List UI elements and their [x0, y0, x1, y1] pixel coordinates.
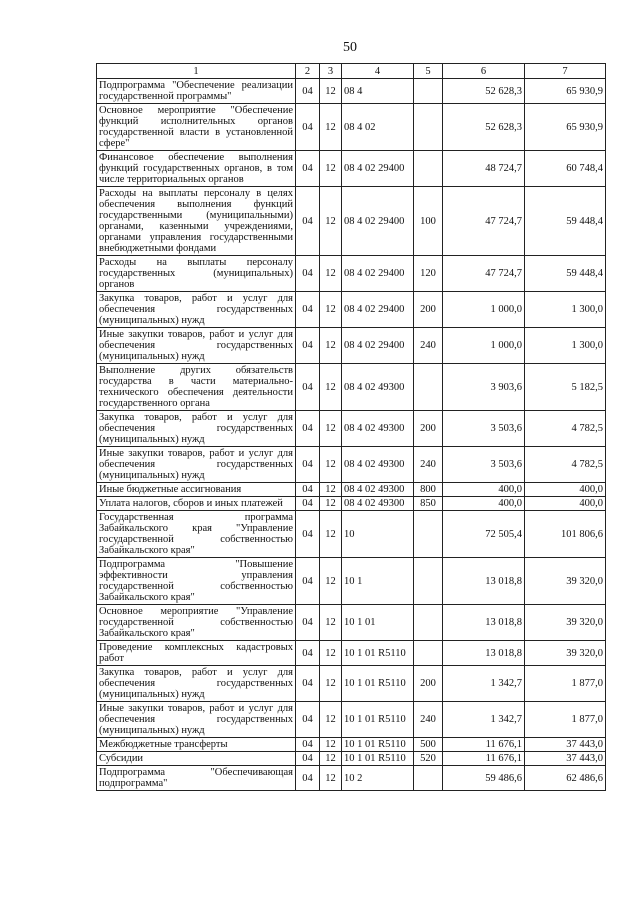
cell-amount-col7: 1 877,0: [525, 702, 606, 738]
cell-amount-col6: 13 018,8: [443, 641, 525, 666]
column-header: 2: [296, 64, 320, 79]
cell-target-code: 10 1: [342, 558, 414, 605]
cell-expense-type: 500: [414, 738, 443, 752]
cell-section: 04: [296, 447, 320, 483]
table-row: [97, 497, 606, 511]
cell-amount-col6: 72 505,4: [443, 511, 525, 558]
cell-subsection: 12: [320, 752, 342, 766]
row-name: Финансовое обеспечение выполнения функций государственных органов, в том числе территориальных органов: [97, 151, 296, 187]
cell-target-code: 08 4 02 29400: [342, 151, 414, 187]
row-name: Проведение комплексных кадастровых работ: [97, 641, 296, 666]
cell-expense-type: [414, 511, 443, 558]
cell-amount-col7: 5 182,5: [525, 364, 606, 411]
cell-amount-col6: 52 628,3: [443, 79, 525, 104]
cell-section: 04: [296, 511, 320, 558]
cell-expense-type: 800: [414, 483, 443, 497]
cell-expense-type: [414, 151, 443, 187]
cell-expense-type: 200: [414, 292, 443, 328]
cell-amount-col7: 400,0: [525, 483, 606, 497]
row-name: Иные бюджетные ассигнования: [97, 483, 296, 497]
cell-target-code: 08 4 02: [342, 104, 414, 151]
cell-subsection: 12: [320, 666, 342, 702]
cell-target-code: 10 1 01 R5110: [342, 641, 414, 666]
cell-amount-col6: 13 018,8: [443, 605, 525, 641]
cell-amount-col6: 1 342,7: [443, 702, 525, 738]
cell-amount-col6: 400,0: [443, 483, 525, 497]
cell-subsection: 12: [320, 641, 342, 666]
table-row: [97, 702, 606, 738]
column-header: 6: [443, 64, 525, 79]
cell-expense-type: 120: [414, 256, 443, 292]
cell-target-code: 10 1 01: [342, 605, 414, 641]
cell-amount-col6: 1 000,0: [443, 292, 525, 328]
cell-amount-col6: 3 503,6: [443, 447, 525, 483]
cell-amount-col7: 59 448,4: [525, 256, 606, 292]
cell-subsection: 12: [320, 364, 342, 411]
table-row: [97, 151, 606, 187]
cell-expense-type: [414, 766, 443, 791]
row-name: Подпрограмма "Повышение эффективности управления государственной собственностью Забайкальского края": [97, 558, 296, 605]
column-header: 1: [97, 64, 296, 79]
cell-expense-type: [414, 605, 443, 641]
cell-target-code: 10 1 01 R5110: [342, 702, 414, 738]
cell-target-code: 10 1 01 R5110: [342, 738, 414, 752]
cell-amount-col7: 39 320,0: [525, 641, 606, 666]
cell-amount-col6: 3 503,6: [443, 411, 525, 447]
cell-target-code: 10 1 01 R5110: [342, 666, 414, 702]
column-header: 4: [342, 64, 414, 79]
cell-section: 04: [296, 256, 320, 292]
cell-section: 04: [296, 79, 320, 104]
cell-expense-type: [414, 79, 443, 104]
cell-amount-col7: 1 300,0: [525, 292, 606, 328]
cell-section: 04: [296, 328, 320, 364]
row-name: Подпрограмма "Обеспечение реализации государственной программы": [97, 79, 296, 104]
cell-target-code: 08 4 02 29400: [342, 292, 414, 328]
cell-section: 04: [296, 605, 320, 641]
row-name: Иные закупки товаров, работ и услуг для обеспечения государственных (муниципальных) нужд: [97, 328, 296, 364]
cell-section: 04: [296, 641, 320, 666]
cell-expense-type: 200: [414, 666, 443, 702]
cell-subsection: 12: [320, 558, 342, 605]
cell-subsection: 12: [320, 511, 342, 558]
cell-section: 04: [296, 483, 320, 497]
table-row: [97, 605, 606, 641]
cell-amount-col7: 37 443,0: [525, 738, 606, 752]
cell-expense-type: 240: [414, 702, 443, 738]
row-name: Уплата налогов, сборов и иных платежей: [97, 497, 296, 511]
cell-amount-col7: 65 930,9: [525, 104, 606, 151]
cell-section: 04: [296, 187, 320, 256]
cell-amount-col7: 37 443,0: [525, 752, 606, 766]
cell-section: 04: [296, 151, 320, 187]
row-name: Выполнение других обязательств государства в части материально-технического обеспечения деятельности государственного органа: [97, 364, 296, 411]
table-row: [97, 79, 606, 104]
cell-subsection: 12: [320, 738, 342, 752]
row-name: Подпрограмма "Обеспечивающая подпрограмма": [97, 766, 296, 791]
cell-section: 04: [296, 766, 320, 791]
table-row: [97, 411, 606, 447]
cell-target-code: 08 4 02 49300: [342, 364, 414, 411]
cell-subsection: 12: [320, 104, 342, 151]
cell-subsection: 12: [320, 447, 342, 483]
cell-target-code: 08 4: [342, 79, 414, 104]
cell-target-code: 08 4 02 49300: [342, 497, 414, 511]
cell-expense-type: [414, 104, 443, 151]
cell-section: 04: [296, 411, 320, 447]
table-row: [97, 752, 606, 766]
cell-target-code: 08 4 02 29400: [342, 328, 414, 364]
table-row: [97, 187, 606, 256]
cell-amount-col7: 62 486,6: [525, 766, 606, 791]
column-header: 5: [414, 64, 443, 79]
table-row: [97, 641, 606, 666]
column-header: 3: [320, 64, 342, 79]
cell-expense-type: [414, 364, 443, 411]
cell-target-code: 08 4 02 29400: [342, 187, 414, 256]
header-row: [97, 64, 606, 79]
cell-amount-col7: 101 806,6: [525, 511, 606, 558]
table-row: [97, 104, 606, 151]
table-row: [97, 364, 606, 411]
cell-amount-col6: 400,0: [443, 497, 525, 511]
table-row: [97, 666, 606, 702]
table-row: [97, 511, 606, 558]
cell-amount-col7: 4 782,5: [525, 447, 606, 483]
cell-amount-col6: 1 000,0: [443, 328, 525, 364]
cell-target-code: 08 4 02 29400: [342, 256, 414, 292]
cell-target-code: 08 4 02 49300: [342, 483, 414, 497]
cell-subsection: 12: [320, 292, 342, 328]
column-header: 7: [525, 64, 606, 79]
cell-subsection: 12: [320, 187, 342, 256]
cell-section: 04: [296, 738, 320, 752]
cell-amount-col6: 11 676,1: [443, 738, 525, 752]
cell-amount-col7: 4 782,5: [525, 411, 606, 447]
cell-amount-col6: 48 724,7: [443, 151, 525, 187]
cell-section: 04: [296, 558, 320, 605]
cell-subsection: 12: [320, 411, 342, 447]
cell-amount-col7: 39 320,0: [525, 558, 606, 605]
cell-amount-col6: 52 628,3: [443, 104, 525, 151]
cell-amount-col6: 59 486,6: [443, 766, 525, 791]
table-row: [97, 292, 606, 328]
cell-section: 04: [296, 702, 320, 738]
cell-expense-type: 240: [414, 328, 443, 364]
cell-expense-type: 240: [414, 447, 443, 483]
row-name: Закупка товаров, работ и услуг для обеспечения государственных (муниципальных) нужд: [97, 666, 296, 702]
cell-section: 04: [296, 292, 320, 328]
cell-amount-col6: 1 342,7: [443, 666, 525, 702]
row-name: Субсидии: [97, 752, 296, 766]
cell-section: 04: [296, 104, 320, 151]
cell-expense-type: [414, 558, 443, 605]
row-name: Государственная программа Забайкальского края "Управление государственной собственностью Забайкальского края": [97, 511, 296, 558]
row-name: Закупка товаров, работ и услуг для обеспечения государственных (муниципальных) нужд: [97, 292, 296, 328]
row-name: Основное мероприятие "Обеспечение функций исполнительных органов государственной власти в установленной сфере": [97, 104, 296, 151]
table-row: [97, 738, 606, 752]
cell-amount-col6: 47 724,7: [443, 187, 525, 256]
table-row: [97, 328, 606, 364]
cell-amount-col7: 1 877,0: [525, 666, 606, 702]
cell-target-code: 08 4 02 49300: [342, 447, 414, 483]
row-name: Межбюджетные трансферты: [97, 738, 296, 752]
table-row: [97, 766, 606, 791]
cell-amount-col7: 65 930,9: [525, 79, 606, 104]
cell-amount-col7: 400,0: [525, 497, 606, 511]
cell-amount-col7: 60 748,4: [525, 151, 606, 187]
cell-section: 04: [296, 364, 320, 411]
row-name: Закупка товаров, работ и услуг для обеспечения государственных (муниципальных) нужд: [97, 411, 296, 447]
table-row: [97, 483, 606, 497]
cell-subsection: 12: [320, 605, 342, 641]
row-name: Иные закупки товаров, работ и услуг для обеспечения государственных (муниципальных) нужд: [97, 447, 296, 483]
cell-subsection: 12: [320, 256, 342, 292]
cell-amount-col6: 47 724,7: [443, 256, 525, 292]
cell-subsection: 12: [320, 79, 342, 104]
table-header: [97, 64, 606, 79]
cell-section: 04: [296, 497, 320, 511]
cell-target-code: 10 1 01 R5110: [342, 752, 414, 766]
cell-subsection: 12: [320, 702, 342, 738]
cell-expense-type: [414, 641, 443, 666]
cell-expense-type: 520: [414, 752, 443, 766]
cell-section: 04: [296, 666, 320, 702]
cell-amount-col6: 11 676,1: [443, 752, 525, 766]
cell-expense-type: 200: [414, 411, 443, 447]
row-name: Основное мероприятие "Управление государственной собственностью Забайкальского края": [97, 605, 296, 641]
row-name: Расходы на выплаты персоналу государственных (муниципальных) органов: [97, 256, 296, 292]
budget-table: [96, 63, 606, 791]
row-name: Расходы на выплаты персоналу в целях обеспечения выполнения функций государственными (муниципальными) органами, казенными учреждениями, органами управления государственными внебюджетными фондами: [97, 187, 296, 256]
cell-amount-col7: 1 300,0: [525, 328, 606, 364]
cell-expense-type: 850: [414, 497, 443, 511]
cell-section: 04: [296, 752, 320, 766]
cell-subsection: 12: [320, 766, 342, 791]
cell-amount-col6: 13 018,8: [443, 558, 525, 605]
table-row: [97, 256, 606, 292]
row-name: Иные закупки товаров, работ и услуг для обеспечения государственных (муниципальных) нужд: [97, 702, 296, 738]
cell-amount-col7: 59 448,4: [525, 187, 606, 256]
cell-expense-type: 100: [414, 187, 443, 256]
cell-subsection: 12: [320, 328, 342, 364]
page-number: 50: [343, 40, 357, 55]
cell-target-code: 10 2: [342, 766, 414, 791]
cell-amount-col6: 3 903,6: [443, 364, 525, 411]
cell-subsection: 12: [320, 151, 342, 187]
cell-target-code: 10: [342, 511, 414, 558]
cell-amount-col7: 39 320,0: [525, 605, 606, 641]
cell-subsection: 12: [320, 497, 342, 511]
table-row: [97, 558, 606, 605]
cell-subsection: 12: [320, 483, 342, 497]
table-row: [97, 447, 606, 483]
cell-target-code: 08 4 02 49300: [342, 411, 414, 447]
